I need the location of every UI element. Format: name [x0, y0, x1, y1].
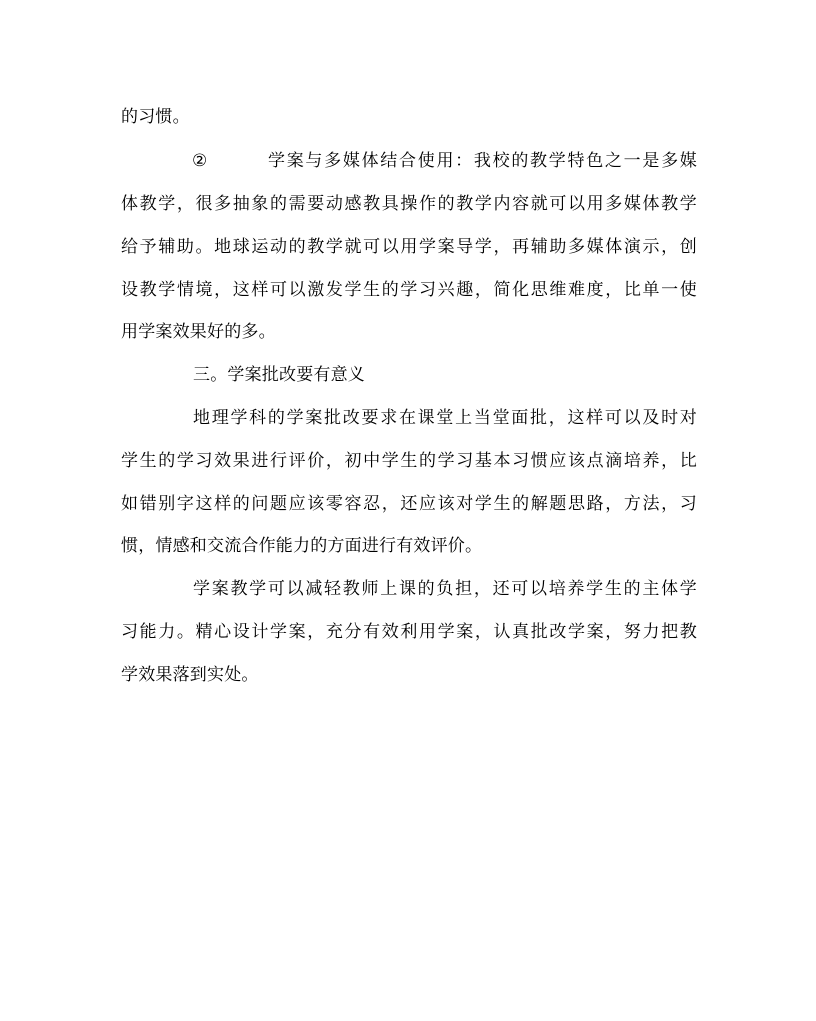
- multimedia-paragraph-line-5: 用学案效果好的多。: [121, 322, 276, 342]
- section-heading-3: 三。学案批改要有意义: [193, 365, 365, 385]
- list-marker-circled-2: ②: [192, 151, 208, 171]
- multimedia-paragraph-line-4: 设教学情境，这样可以激发学生的学习兴趣，简化思维难度，比单一使: [121, 280, 697, 300]
- conclusion-paragraph-line-2: 习能力。精心设计学案，充分有效利用学案，认真批改学案，努力把教: [121, 622, 697, 642]
- multimedia-paragraph-line-1: 学案与多媒体结合使用：我校的教学特色之一是多媒: [268, 151, 697, 171]
- paragraph-tail-line: 的习惯。: [121, 107, 190, 127]
- multimedia-paragraph-line-2: 体教学，很多抽象的需要动感教具操作的教学内容就可以用多媒体教学: [121, 194, 697, 214]
- grading-paragraph-line-4: 惯，情感和交流合作能力的方面进行有效评价。: [121, 536, 483, 556]
- conclusion-paragraph-line-1: 学案教学可以减轻教师上课的负担，还可以培养学生的主体学: [193, 579, 697, 599]
- conclusion-paragraph-line-3: 学效果落到实处。: [121, 665, 259, 685]
- grading-paragraph-line-3: 如错别字这样的问题应该零容忍，还应该对学生的解题思路，方法，习: [121, 494, 697, 514]
- grading-paragraph-line-1: 地理学科的学案批改要求在课堂上当堂面批，这样可以及时对: [193, 408, 697, 428]
- multimedia-paragraph-line-3: 给予辅助。地球运动的教学就可以用学案导学，再辅助多媒体演示，创: [121, 237, 697, 257]
- grading-paragraph-line-2: 学生的学习效果进行评价，初中学生的学习基本习惯应该点滴培养，比: [121, 451, 697, 471]
